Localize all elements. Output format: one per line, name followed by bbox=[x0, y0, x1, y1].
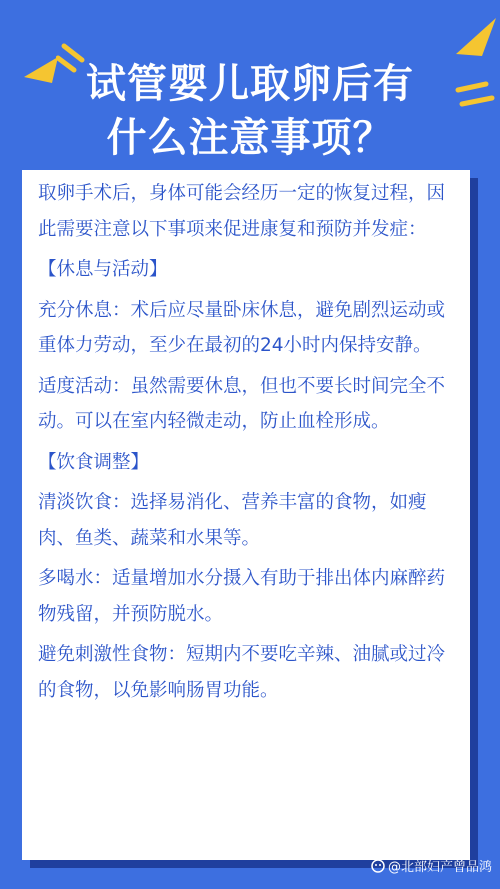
watermark-logo-icon bbox=[371, 859, 385, 873]
paragraph-light-diet: 清淡饮食：选择易消化、营养丰富的食物，如瘦肉、鱼类、蔬菜和水果等。 bbox=[38, 492, 427, 549]
intro-paragraph: 取卵手术后，身体可能会经历一定的恢复过程，因此需要注意以下事项来促进康复和预防并发症： bbox=[38, 183, 446, 240]
watermark bbox=[371, 856, 492, 875]
paragraph-drink-water: 多喝水：适量增加水分摄入有助于排出体内麻醉药物残留，并预防脱水。 bbox=[38, 568, 446, 625]
section-heading-diet: 【饮食调整】 bbox=[38, 451, 150, 473]
article-body bbox=[38, 176, 462, 713]
section-heading-rest: 【休息与活动】 bbox=[38, 259, 168, 280]
paragraph-avoid-spicy: 避免刺激性食物：短期内不要吃辛辣、油腻或过冷的食物，以免影响肠胃功能。 bbox=[38, 644, 446, 701]
paragraph-moderate-activity: 适度活动：虽然需要休息，但也不要长时间完全不动。可以在室内轻微走动，防止血栓形成。 bbox=[38, 375, 446, 432]
paragraph-full-rest: 充分休息：术后应尽量卧床休息，避免剧烈运动或重体力劳动，至少在最初的24小时内保持安静。 bbox=[38, 299, 446, 356]
title-line-1: 试管婴儿取卵后有 bbox=[86, 61, 414, 107]
watermark-text: @北部妇产曾品鸿 bbox=[387, 860, 492, 875]
title-line-2: 什么注意事项？ bbox=[106, 115, 394, 161]
